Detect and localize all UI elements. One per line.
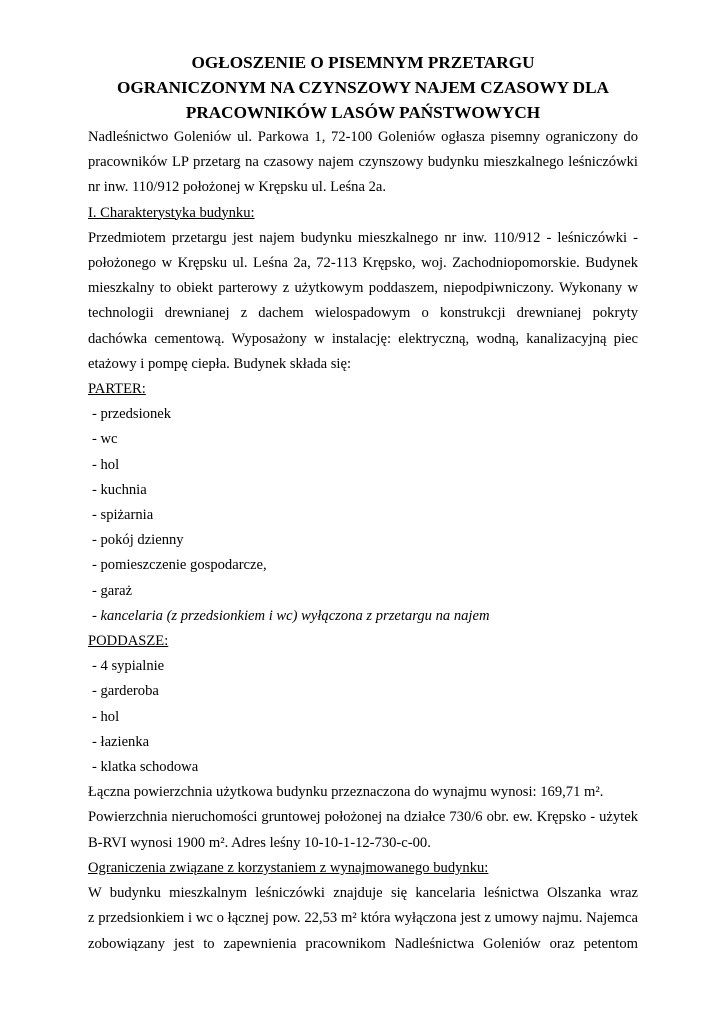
characteristics-line-4: technologii drewnianej z dachem wielospadowym o konstrukcji drewnianej pokryty bbox=[88, 305, 638, 322]
list-item: - hol bbox=[92, 456, 120, 473]
area-line-1: Łączna powierzchnia użytkowa budynku przeznaczona do wynajmu wynosi: 169,71 m². bbox=[88, 784, 604, 801]
restrictions-line-2: z przedsionkiem i wc o łącznej pow. 22,53 m² która wyłączona jest z umowy najmu. Najemca bbox=[88, 910, 638, 927]
list-item: - łazienka bbox=[92, 733, 150, 750]
document-title bbox=[88, 50, 638, 125]
characteristics-line-1: Przedmiotem przetargu jest najem budynku mieszkalnego nr inw. 110/912 - leśniczówki - bbox=[88, 229, 638, 246]
intro-line-3: nr inw. 110/912 położonej w Krępsku ul. Leśna 2a. bbox=[88, 179, 387, 196]
characteristics-line-6: etażowy i pompę ciepła. Budynek składa się: bbox=[88, 355, 352, 372]
parter-list bbox=[88, 402, 638, 629]
title-line-1: OGŁOSZENIE O PISEMNYM PRZETARGU bbox=[191, 53, 535, 72]
characteristics-line-3: mieszkalny to obiekt parterowy z użytkowym poddaszem, niepodpiwniczony. Wykonany w bbox=[88, 280, 638, 297]
section-heading-characteristics: I. Charakterystyka budynku: bbox=[88, 204, 255, 221]
characteristics-line-2: położonego w Krępsku ul. Leśna 2a, 72-113 Krępsko, woj. Zachodniopomorskie. Budynek bbox=[88, 255, 638, 272]
list-item: - spiżarnia bbox=[92, 507, 154, 524]
area-paragraph bbox=[88, 780, 638, 856]
restrictions-heading: Ograniczenia związane z korzystaniem z wynajmowanego budynku: bbox=[88, 859, 489, 876]
list-item: - garderoba bbox=[92, 683, 159, 700]
document-page bbox=[88, 50, 638, 957]
list-item: - 4 sypialnie bbox=[92, 658, 165, 675]
intro-line-1: Nadleśnictwo Goleniów ul. Parkowa 1, 72-100 Goleniów ogłasza pisemny ograniczony do bbox=[88, 129, 638, 145]
title-line-3: PRACOWNIKÓW LASÓW PAŃSTWOWYCH bbox=[185, 103, 541, 122]
restrictions-line-3: zobowiązany jest to zapewnienia pracownikom Nadleśnictwa Goleniów oraz petentom bbox=[88, 935, 638, 952]
list-item: - hol bbox=[92, 708, 120, 725]
intro-paragraph bbox=[88, 125, 638, 201]
excluded-office-note: - kancelaria (z przedsionkiem i wc) wyłączona z przetargu na najem bbox=[92, 607, 490, 624]
list-item: - przedsionek bbox=[92, 406, 172, 423]
list-item: - klatka schodowa bbox=[92, 759, 199, 776]
list-item: - pokój dzienny bbox=[92, 532, 184, 549]
intro-line-2: pracowników LP przetarg na czasowy najem czynszowy budynku mieszkalnego leśniczówki bbox=[88, 154, 638, 171]
restrictions-line-1: W budynku mieszkalnym leśniczówki znajduje się kancelaria leśnictwa Olszanka wraz bbox=[88, 885, 638, 902]
characteristics-paragraph bbox=[88, 226, 638, 377]
list-item: - kuchnia bbox=[92, 481, 147, 498]
list-item: - garaż bbox=[92, 582, 133, 599]
characteristics-line-5: dachówka cementową. Wyposażony w instalację: elektryczną, wodną, kanalizacyjną piec bbox=[88, 330, 638, 347]
poddasze-heading: PODDASZE: bbox=[88, 633, 169, 650]
area-line-2: Powierzchnia nieruchomości gruntowej położonej na działce 730/6 obr. ew. Krępsko - użytek bbox=[88, 809, 638, 826]
list-item: - wc bbox=[92, 431, 118, 448]
poddasze-list bbox=[88, 654, 638, 780]
title-line-2: OGRANICZONYM NA CZYNSZOWY NAJEM CZASOWY DLA bbox=[117, 78, 609, 97]
list-item: - pomieszczenie gospodarcze, bbox=[92, 557, 267, 574]
restrictions-paragraph bbox=[88, 881, 638, 957]
area-line-3: B-RVI wynosi 1900 m². Adres leśny 10-10-1-12-730-c-00. bbox=[88, 834, 431, 851]
parter-heading: PARTER: bbox=[88, 381, 146, 398]
